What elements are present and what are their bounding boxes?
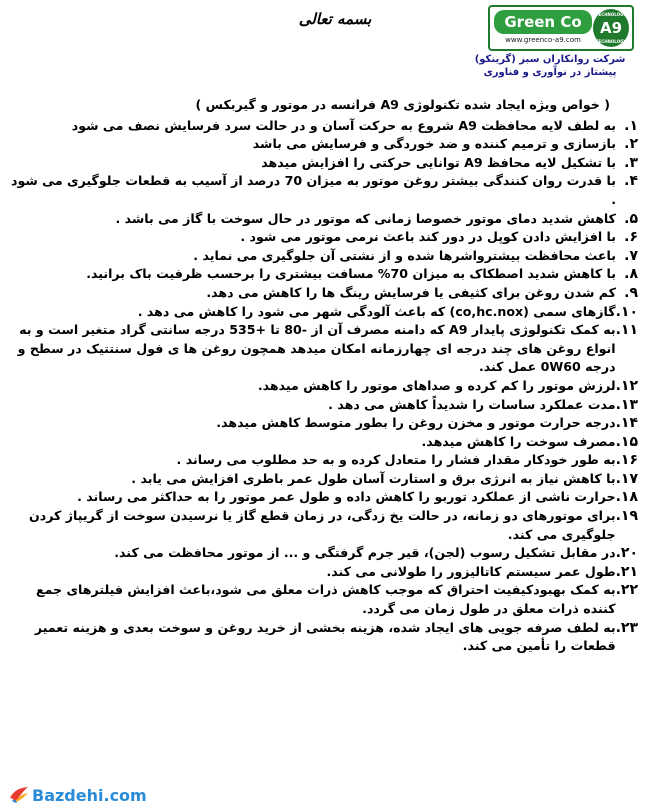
list-item-number: ۳. [624,154,638,171]
page-header [0,0,650,95]
company-line-2: پیشتاز در نوآوری و فناوری [483,67,617,78]
list-item-number: ۱. [624,117,638,134]
list-item [10,284,638,303]
badge-top-text: TECHNOLOGY [595,12,627,17]
list-item-number: ۱۲. [615,377,638,394]
list-item-text: کم شدن روغن برای کثیفی یا فرسایش رینگ ها را کاهش می دهد. [206,284,616,300]
list-item-number: ۵. [624,210,638,227]
logo-name: Green Co [494,10,592,34]
list-item-text: گازهای سمی (co,hc.nox) که باعث آلودگی شهر می شود را کاهش می دهد . [137,303,616,319]
list-item [10,135,638,154]
list-item [10,396,638,415]
company-line-1: شرکت روانکاران سبز (گرینکو) [474,54,626,65]
list-item-number: ۸. [624,266,638,283]
list-item-text: در مقابل تشکیل رسوب (لجن)، قیر جرم گرفتگی و ... از موتور محافظت می کند. [114,545,616,561]
watermark [8,784,147,806]
list-item-number: ۱۶. [615,452,638,469]
list-item [10,488,638,507]
list-item-number: ۱۴. [615,415,638,432]
list-item [10,581,638,618]
list-item-text: با کاهش نیاز به انرژی برق و استارت آسان طول عمر باطری افزایش می یابد . [131,470,616,486]
list-item-text: به کمک تکنولوژی پایدار A9 که دامنه مصرف آن از -80 تا +535 درجه سانتی گراد متغیر است و به انواع روغن های چند درجه ای چهارزمانه امکان میدهد همچون روغن ها ی فول سنتتیک در سطح و درجه 0W60 عمل کند. [17,322,616,375]
badge-bottom-text: TECHNOLOGY [595,39,627,44]
company-name [460,53,640,79]
list-item [10,154,638,173]
list-item-text: باعث محافظت بیشترواشرها شده و از نشتی آن جلوگیری می نماید . [193,247,616,263]
list-item-text: برای موتورهای دو زمانه، در حالت یخ زدگی، در زمان قطع گاز یا نرسیدن سوخت از گریپاژ کردن جلوگیری می کند. [29,508,616,542]
a9-technology-badge-icon [593,9,629,47]
list-item-text: با قدرت روان کنندگی بیشتر روغن موتور به میزان 70 درصد از آسیب به قطعات جلوگیری می شود . [10,173,616,207]
list-item [10,210,638,229]
list-item [10,265,638,284]
list-item [10,507,638,544]
list-item [10,377,638,396]
list-item-text: به لطف لایه محافظت A9 شروع به حرکت آسان و در حالت سرد فرسایش نصف می شود [71,117,616,133]
list-item [10,321,638,377]
list-item [10,303,638,322]
list-item-number: ۱۱. [615,322,638,339]
list-item [10,172,638,209]
list-item [10,544,638,563]
list-item-text: به طور خودکار مقدار فشار را متعادل کرده و به حد مطلوب می رساند . [176,452,616,468]
document-body [10,96,638,656]
company-logo [488,5,634,51]
basmala-heading: بسمه تعالی [298,10,372,28]
list-item [10,117,638,136]
list-item [10,414,638,433]
list-item-number: ۱۹. [615,508,638,525]
list-item-text: به لطف صرفه جویی های ایجاد شده، هزینه بخشی از خرید روغن و سوخت بعدی و هزینه تعمیر قطعات را تأمین می کند. [34,619,616,654]
list-item-text: مدت عملکرد ساسات را شدیداً کاهش می دهد . [328,396,616,412]
list-item-number: ۱۷. [615,470,638,487]
list-item-number: ۶. [624,229,638,246]
list-item-number: ۴. [624,173,638,190]
list-item-text: مصرف سوخت را کاهش میدهد. [421,433,616,449]
watermark-text: Bazdehi.com [32,785,147,805]
list-item [10,563,638,582]
list-item-number: ۲۱. [615,563,638,580]
list-item-number: ۲. [624,136,638,153]
list-item [10,619,638,656]
list-item-number: ۱۳. [615,396,638,413]
feature-list [10,117,638,656]
list-item-number: ۱۸. [615,489,638,506]
list-item-number: ۱۰. [615,303,638,320]
document-title: ( خواص ویژه ایجاد شده تکنولوژی A9 فرانسه در موتور و گیربکس ) [195,97,610,112]
list-item [10,433,638,452]
list-item-text: با افزایش دادن کوپل در دور کند باعث نرمی موتور می شود . [240,229,616,245]
bird-logo-icon [8,784,30,806]
list-item [10,247,638,266]
list-item-text: درجه حرارت موتور و مخزن روغن را بطور متوسط کاهش میدهد. [216,415,616,431]
logo-url: www.greenco-a9.com [505,36,581,44]
list-item-number: ۲۳. [615,619,638,636]
list-item-text: بازسازی و ترمیم کننده و ضد خوردگی و فرسایش می باشد [252,136,616,152]
list-item-number: ۲۲. [615,582,638,599]
list-item-number: ۹. [624,284,638,301]
list-item-text: به کمک بهبودکیفیت احتراق که موجب کاهش ذرات معلق می شود،باعث افزایش فیلترهای جمع کننده ذرات معلق در طول زمان می گردد. [36,582,616,617]
list-item-text: با کاهش شدید اصطکاک به میزان 70% مسافت بیشتری را برحسب ظرفیت باک برانید. [86,266,616,282]
list-item-number: ۱۵. [615,433,638,450]
list-item-number: ۷. [624,247,638,264]
list-item [10,470,638,489]
list-item-text: طول عمر سیستم کاتالیزور را طولانی می کند. [326,563,616,579]
list-item-text: با تشکیل لایه محافظ A9 توانایی حرکتی را افزایش میدهد [261,154,616,170]
list-item-text: لرزش موتور را کم کرده و صداهای موتور را کاهش میدهد. [257,377,616,393]
list-item-text: حرارت ناشی از عملکرد توربو را کاهش داده و طول عمر موتور را به حداکثر می رساند . [77,489,616,505]
badge-text: A9 [599,19,623,37]
list-item-number: ۲۰. [615,545,638,562]
list-item-text: کاهش شدید دمای موتور خصوصا زمانی که موتور در حال سوخت با گاز می باشد . [115,210,616,226]
list-item [10,228,638,247]
list-item [10,451,638,470]
